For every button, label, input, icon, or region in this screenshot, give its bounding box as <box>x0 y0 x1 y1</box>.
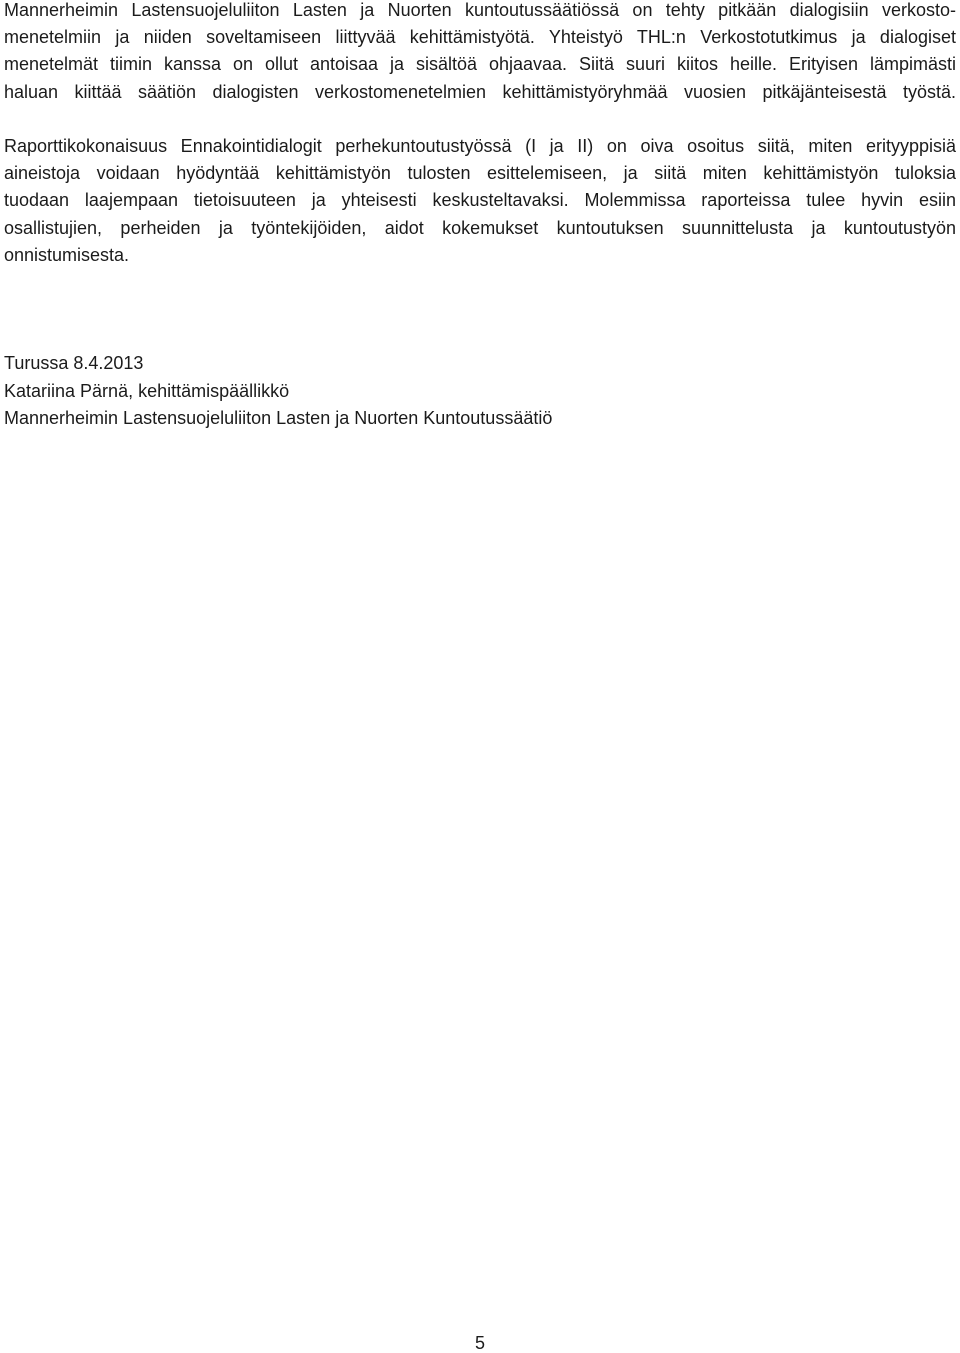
signature-name-title: Katariina Pärnä, kehittämispäällikkö <box>4 380 290 401</box>
text-line: Raporttikokonaisuus Ennakointidialogit perhekuntoutustyössä (I ja II) on oiva osoitus siitä, miten erityyppisiä <box>4 135 956 156</box>
paragraph-report-summary <box>4 133 956 269</box>
text-line: osallistujien, perheiden ja työntekijöiden, aidot kokemukset kuntoutuksen suunnittelusta ja kuntoutustyön <box>4 217 956 238</box>
paragraph-acknowledgements <box>4 0 956 106</box>
text-line: menetelmät tiimin kanssa on ollut antoisaa ja sisältöä ohjaavaa. Siitä suuri kiitos heille. Erityisen lämpimästi <box>4 54 956 75</box>
signature-place-date: Turussa 8.4.2013 <box>4 353 144 374</box>
text-line: aineistoja voidaan hyödyntää kehittämistyön tulosten esittelemiseen, ja siitä miten kehittämistyön tuloksia <box>4 163 956 184</box>
text-line: tuodaan laajempaan tietoisuuteen ja yhteisesti keskusteltavaksi. Molemmissa raporteissa tulee hyvin esiin <box>4 190 956 211</box>
signature-block <box>4 350 956 432</box>
signature-organization: Mannerheimin Lastensuojeluliiton Lasten ja Nuorten Kuntoutussäätiö <box>4 407 553 428</box>
text-line: Mannerheimin Lastensuojeluliiton Lasten ja Nuorten kuntoutussäätiössä on tehty pitkään dialogisiin verkosto- <box>4 0 956 20</box>
text-line: haluan kiittää säätiön dialogisten verkostomenetelmien kehittämistyöryhmää vuosien pitkäjänteisestä työstä. <box>4 81 956 102</box>
text-line: menetelmiin ja niiden soveltamiseen liittyvää kehittämistyötä. Yhteistyö THL:n Verkostotutkimus ja dialogiset <box>4 27 956 48</box>
page-number: 5 <box>474 1333 485 1353</box>
document-body <box>4 0 956 432</box>
text-line: onnistumisesta. <box>4 244 130 265</box>
